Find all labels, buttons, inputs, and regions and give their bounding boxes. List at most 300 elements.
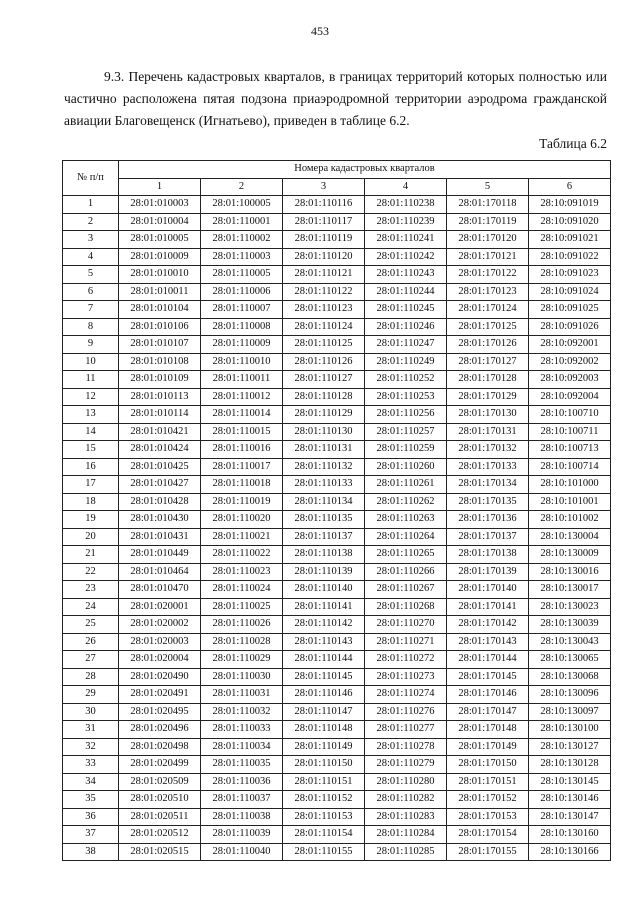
cadastral-number-cell: 28:10:130147 [529, 808, 611, 826]
cadastral-number-cell: 28:01:010011 [119, 283, 201, 301]
table-body [63, 196, 611, 861]
cadastral-number-cell: 28:01:170149 [447, 738, 529, 756]
cadastral-number-cell: 28:01:110037 [201, 791, 283, 809]
cadastral-number-cell: 28:01:110244 [365, 283, 447, 301]
cadastral-number-cell: 28:01:110152 [283, 791, 365, 809]
row-number-header: № п/п [63, 161, 119, 196]
cadastral-number-cell: 28:01:110266 [365, 563, 447, 581]
row-number-cell: 15 [63, 441, 119, 459]
row-number-cell: 8 [63, 318, 119, 336]
cadastral-number-cell: 28:10:091020 [529, 213, 611, 231]
cadastral-number-cell: 28:01:110276 [365, 703, 447, 721]
cadastral-number-cell: 28:10:130065 [529, 651, 611, 669]
cadastral-number-cell: 28:10:130145 [529, 773, 611, 791]
cadastral-number-cell: 28:01:110280 [365, 773, 447, 791]
cadastral-number-cell: 28:01:170144 [447, 651, 529, 669]
cadastral-number-cell: 28:01:110146 [283, 686, 365, 704]
row-number-cell: 13 [63, 406, 119, 424]
column-number-header: 1 [119, 178, 201, 196]
cadastral-number-cell: 28:01:010010 [119, 266, 201, 284]
cadastral-number-cell: 28:10:100713 [529, 441, 611, 459]
row-number-cell: 7 [63, 301, 119, 319]
cadastral-number-cell: 28:10:130016 [529, 563, 611, 581]
cadastral-number-cell: 28:01:110018 [201, 476, 283, 494]
cadastral-number-cell: 28:01:020495 [119, 703, 201, 721]
cadastral-number-cell: 28:01:020511 [119, 808, 201, 826]
cadastral-number-cell: 28:01:170119 [447, 213, 529, 231]
cadastral-number-cell: 28:01:110137 [283, 528, 365, 546]
cadastral-number-cell: 28:01:170137 [447, 528, 529, 546]
row-number-cell: 6 [63, 283, 119, 301]
cadastral-number-cell: 28:01:110123 [283, 301, 365, 319]
cadastral-number-cell: 28:01:010470 [119, 581, 201, 599]
cadastral-number-cell: 28:01:110238 [365, 196, 447, 214]
cadastral-number-cell: 28:01:020510 [119, 791, 201, 809]
cadastral-number-cell: 28:01:010009 [119, 248, 201, 266]
table-row [63, 616, 611, 634]
cadastral-number-cell: 28:01:110016 [201, 441, 283, 459]
row-number-cell: 29 [63, 686, 119, 704]
cadastral-number-cell: 28:01:110020 [201, 511, 283, 529]
row-number-cell: 22 [63, 563, 119, 581]
cadastral-number-cell: 28:01:010113 [119, 388, 201, 406]
cadastral-number-cell: 28:01:110129 [283, 406, 365, 424]
row-number-cell: 2 [63, 213, 119, 231]
cadastral-number-cell: 28:01:110032 [201, 703, 283, 721]
cadastral-number-cell: 28:01:010427 [119, 476, 201, 494]
cadastral-number-cell: 28:01:110001 [201, 213, 283, 231]
cadastral-number-cell: 28:01:170132 [447, 441, 529, 459]
cadastral-number-cell: 28:01:110124 [283, 318, 365, 336]
table-row [63, 633, 611, 651]
cadastral-number-cell: 28:01:020509 [119, 773, 201, 791]
table-row [63, 598, 611, 616]
cadastral-number-cell: 28:01:110274 [365, 686, 447, 704]
cadastral-number-cell: 28:01:110262 [365, 493, 447, 511]
row-number-cell: 16 [63, 458, 119, 476]
cadastral-number-cell: 28:01:110268 [365, 598, 447, 616]
cadastral-number-cell: 28:10:091023 [529, 266, 611, 284]
row-number-cell: 25 [63, 616, 119, 634]
cadastral-number-cell: 28:01:010109 [119, 371, 201, 389]
table-row [63, 791, 611, 809]
table-row [63, 528, 611, 546]
cadastral-number-cell: 28:01:110241 [365, 231, 447, 249]
cadastral-number-cell: 28:01:020004 [119, 651, 201, 669]
cadastral-number-cell: 28:01:110252 [365, 371, 447, 389]
cadastral-number-cell: 28:01:110253 [365, 388, 447, 406]
cadastral-number-cell: 28:01:020498 [119, 738, 201, 756]
cadastral-number-cell: 28:10:091024 [529, 283, 611, 301]
row-number-cell: 35 [63, 791, 119, 809]
cadastral-number-cell: 28:01:110267 [365, 581, 447, 599]
row-number-cell: 18 [63, 493, 119, 511]
cadastral-number-cell: 28:01:110127 [283, 371, 365, 389]
cadastral-number-cell: 28:01:170139 [447, 563, 529, 581]
cadastral-number-cell: 28:01:110120 [283, 248, 365, 266]
table-row [63, 406, 611, 424]
table-row [63, 266, 611, 284]
cadastral-number-cell: 28:10:091019 [529, 196, 611, 214]
table-row [63, 196, 611, 214]
cadastral-number-cell: 28:01:110130 [283, 423, 365, 441]
cadastral-number-cell: 28:01:110145 [283, 668, 365, 686]
cadastral-number-cell: 28:01:110257 [365, 423, 447, 441]
table-row [63, 808, 611, 826]
table-row [63, 773, 611, 791]
cadastral-number-cell: 28:01:110011 [201, 371, 283, 389]
cadastral-number-cell: 28:01:110259 [365, 441, 447, 459]
cadastral-number-cell: 28:01:110155 [283, 843, 365, 861]
cadastral-number-cell: 28:01:110279 [365, 756, 447, 774]
cadastral-number-cell: 28:01:110005 [201, 266, 283, 284]
cadastral-number-cell: 28:01:020499 [119, 756, 201, 774]
cadastral-number-cell: 28:01:010106 [119, 318, 201, 336]
cadastral-number-cell: 28:01:170131 [447, 423, 529, 441]
cadastral-numbers-header: Номера кадастровых кварталов [119, 161, 611, 179]
cadastral-number-cell: 28:01:170155 [447, 843, 529, 861]
cadastral-number-cell: 28:01:110132 [283, 458, 365, 476]
cadastral-number-cell: 28:01:110122 [283, 283, 365, 301]
cadastral-number-cell: 28:01:170146 [447, 686, 529, 704]
cadastral-number-cell: 28:10:130100 [529, 721, 611, 739]
table-row [63, 371, 611, 389]
column-number-header: 6 [529, 178, 611, 196]
cadastral-number-cell: 28:01:110134 [283, 493, 365, 511]
column-number-row [63, 178, 611, 196]
cadastral-number-cell: 28:01:110242 [365, 248, 447, 266]
row-number-cell: 36 [63, 808, 119, 826]
table-row [63, 493, 611, 511]
cadastral-number-cell: 28:01:110023 [201, 563, 283, 581]
cadastral-number-cell: 28:01:110007 [201, 301, 283, 319]
row-number-cell: 14 [63, 423, 119, 441]
cadastral-number-cell: 28:01:110119 [283, 231, 365, 249]
table-row [63, 721, 611, 739]
row-number-cell: 37 [63, 826, 119, 844]
column-number-header: 2 [201, 178, 283, 196]
row-number-cell: 32 [63, 738, 119, 756]
cadastral-number-cell: 28:01:010108 [119, 353, 201, 371]
cadastral-number-cell: 28:01:170153 [447, 808, 529, 826]
table-caption: Таблица 6.2 [539, 136, 607, 151]
cadastral-number-cell: 28:01:110153 [283, 808, 365, 826]
row-number-cell: 4 [63, 248, 119, 266]
cadastral-number-cell: 28:01:110009 [201, 336, 283, 354]
table-row [63, 213, 611, 231]
cadastral-number-cell: 28:01:110019 [201, 493, 283, 511]
table-row [63, 336, 611, 354]
cadastral-number-cell: 28:01:110284 [365, 826, 447, 844]
cadastral-number-cell: 28:10:092004 [529, 388, 611, 406]
cadastral-number-cell: 28:01:110116 [283, 196, 365, 214]
table-row [63, 388, 611, 406]
cadastral-number-cell: 28:01:110006 [201, 283, 283, 301]
cadastral-number-cell: 28:01:170141 [447, 598, 529, 616]
cadastral-number-cell: 28:01:110030 [201, 668, 283, 686]
cadastral-number-cell: 28:10:101000 [529, 476, 611, 494]
cadastral-number-cell: 28:01:170145 [447, 668, 529, 686]
table-row [63, 248, 611, 266]
cadastral-number-cell: 28:01:110151 [283, 773, 365, 791]
cadastral-number-cell: 28:01:110142 [283, 616, 365, 634]
cadastral-number-cell: 28:01:170140 [447, 581, 529, 599]
cadastral-number-cell: 28:01:110117 [283, 213, 365, 231]
row-number-cell: 3 [63, 231, 119, 249]
cadastral-number-cell: 28:10:130096 [529, 686, 611, 704]
cadastral-number-cell: 28:01:170147 [447, 703, 529, 721]
cadastral-number-cell: 28:01:010421 [119, 423, 201, 441]
cadastral-number-cell: 28:01:110143 [283, 633, 365, 651]
column-number-header: 4 [365, 178, 447, 196]
table-row [63, 703, 611, 721]
cadastral-number-cell: 28:01:110263 [365, 511, 447, 529]
cadastral-number-cell: 28:01:110015 [201, 423, 283, 441]
cadastral-number-cell: 28:01:170154 [447, 826, 529, 844]
cadastral-number-cell: 28:01:020515 [119, 843, 201, 861]
table-row [63, 686, 611, 704]
cadastral-number-cell: 28:01:110036 [201, 773, 283, 791]
cadastral-number-cell: 28:01:010431 [119, 528, 201, 546]
cadastral-number-cell: 28:01:170130 [447, 406, 529, 424]
row-number-cell: 34 [63, 773, 119, 791]
cadastral-number-cell: 28:01:110024 [201, 581, 283, 599]
cadastral-number-cell: 28:01:170124 [447, 301, 529, 319]
cadastral-number-cell: 28:10:130166 [529, 843, 611, 861]
cadastral-number-cell: 28:01:110249 [365, 353, 447, 371]
cadastral-number-cell: 28:01:020003 [119, 633, 201, 651]
cadastral-number-cell: 28:01:170127 [447, 353, 529, 371]
cadastral-number-cell: 28:01:110010 [201, 353, 283, 371]
cadastral-number-cell: 28:01:110246 [365, 318, 447, 336]
cadastral-number-cell: 28:01:170151 [447, 773, 529, 791]
cadastral-number-cell: 28:01:020001 [119, 598, 201, 616]
cadastral-number-cell: 28:01:010107 [119, 336, 201, 354]
cadastral-number-cell: 28:01:110154 [283, 826, 365, 844]
cadastral-number-cell: 28:01:020512 [119, 826, 201, 844]
cadastral-number-cell: 28:01:110282 [365, 791, 447, 809]
table-header-row [63, 161, 611, 179]
cadastral-number-cell: 28:01:110126 [283, 353, 365, 371]
cadastral-number-cell: 28:01:170136 [447, 511, 529, 529]
cadastral-number-cell: 28:10:130068 [529, 668, 611, 686]
cadastral-number-cell: 28:10:130004 [529, 528, 611, 546]
row-number-cell: 23 [63, 581, 119, 599]
cadastral-number-cell: 28:01:010104 [119, 301, 201, 319]
cadastral-number-cell: 28:01:110022 [201, 546, 283, 564]
row-number-cell: 12 [63, 388, 119, 406]
row-number-cell: 33 [63, 756, 119, 774]
cadastral-number-cell: 28:01:020496 [119, 721, 201, 739]
row-number-cell: 26 [63, 633, 119, 651]
cadastral-number-cell: 28:10:100710 [529, 406, 611, 424]
cadastral-number-cell: 28:01:010004 [119, 213, 201, 231]
cadastral-number-cell: 28:01:110017 [201, 458, 283, 476]
cadastral-number-cell: 28:01:110025 [201, 598, 283, 616]
cadastral-number-cell: 28:01:110125 [283, 336, 365, 354]
cadastral-number-cell: 28:01:170122 [447, 266, 529, 284]
page-number: 453 [311, 24, 329, 38]
cadastral-number-cell: 28:01:110012 [201, 388, 283, 406]
cadastral-number-cell: 28:01:110239 [365, 213, 447, 231]
cadastral-number-cell: 28:10:130160 [529, 826, 611, 844]
cadastral-number-cell: 28:01:170129 [447, 388, 529, 406]
row-number-cell: 19 [63, 511, 119, 529]
cadastral-number-cell: 28:01:010425 [119, 458, 201, 476]
cadastral-number-cell: 28:01:020491 [119, 686, 201, 704]
cadastral-number-cell: 28:01:110261 [365, 476, 447, 494]
row-number-cell: 31 [63, 721, 119, 739]
cadastral-number-cell: 28:01:110028 [201, 633, 283, 651]
cadastral-number-cell: 28:01:010428 [119, 493, 201, 511]
table-row [63, 423, 611, 441]
cadastral-number-cell: 28:10:092003 [529, 371, 611, 389]
row-number-cell: 21 [63, 546, 119, 564]
cadastral-number-cell: 28:01:110141 [283, 598, 365, 616]
cadastral-number-cell: 28:10:130023 [529, 598, 611, 616]
cadastral-number-cell: 28:01:170118 [447, 196, 529, 214]
cadastral-number-cell: 28:01:170125 [447, 318, 529, 336]
cadastral-number-cell: 28:01:170123 [447, 283, 529, 301]
cadastral-number-cell: 28:01:110138 [283, 546, 365, 564]
cadastral-number-cell: 28:01:110273 [365, 668, 447, 686]
cadastral-number-cell: 28:01:010005 [119, 231, 201, 249]
cadastral-number-cell: 28:10:100714 [529, 458, 611, 476]
table-row [63, 511, 611, 529]
row-number-cell: 30 [63, 703, 119, 721]
cadastral-number-cell: 28:10:091026 [529, 318, 611, 336]
row-number-cell: 1 [63, 196, 119, 214]
cadastral-number-cell: 28:01:170150 [447, 756, 529, 774]
cadastral-number-cell: 28:10:130127 [529, 738, 611, 756]
section-paragraph: 9.3. Перечень кадастровых кварталов, в границах территорий которых полностью или частично расположена пятая подзона приаэродромной территории аэродрома гражданской авиации Благовещенск (Игнатьево), приведен в таблице 6.2. [64, 69, 607, 128]
table-row [63, 318, 611, 336]
cadastral-number-cell: 28:01:110040 [201, 843, 283, 861]
table-row [63, 843, 611, 861]
table-row [63, 756, 611, 774]
cadastral-number-cell: 28:10:130146 [529, 791, 611, 809]
cadastral-number-cell: 28:01:110256 [365, 406, 447, 424]
table-row [63, 301, 611, 319]
cadastral-number-cell: 28:01:110008 [201, 318, 283, 336]
cadastral-number-cell: 28:01:110014 [201, 406, 283, 424]
row-number-cell: 5 [63, 266, 119, 284]
cadastral-number-cell: 28:10:091025 [529, 301, 611, 319]
cadastral-number-cell: 28:01:110277 [365, 721, 447, 739]
cadastral-number-cell: 28:01:110271 [365, 633, 447, 651]
table-row [63, 581, 611, 599]
cadastral-number-cell: 28:10:091021 [529, 231, 611, 249]
cadastral-number-cell: 28:01:110002 [201, 231, 283, 249]
table-row [63, 283, 611, 301]
cadastral-number-cell: 28:01:170120 [447, 231, 529, 249]
table-row [63, 668, 611, 686]
row-number-cell: 9 [63, 336, 119, 354]
cadastral-number-cell: 28:01:170134 [447, 476, 529, 494]
cadastral-number-cell: 28:01:110021 [201, 528, 283, 546]
cadastral-number-cell: 28:01:010424 [119, 441, 201, 459]
cadastral-number-cell: 28:01:110243 [365, 266, 447, 284]
cadastral-number-cell: 28:01:170135 [447, 493, 529, 511]
column-number-header: 3 [283, 178, 365, 196]
cadastral-number-cell: 28:01:110034 [201, 738, 283, 756]
cadastral-number-cell: 28:01:110133 [283, 476, 365, 494]
table-row [63, 476, 611, 494]
cadastral-number-cell: 28:01:170143 [447, 633, 529, 651]
cadastral-number-cell: 28:01:110139 [283, 563, 365, 581]
row-number-cell: 10 [63, 353, 119, 371]
cadastral-number-cell: 28:01:100005 [201, 196, 283, 214]
cadastral-number-cell: 28:01:110150 [283, 756, 365, 774]
cadastral-number-cell: 28:01:110131 [283, 441, 365, 459]
cadastral-number-cell: 28:01:110148 [283, 721, 365, 739]
cadastral-number-cell: 28:01:170128 [447, 371, 529, 389]
cadastral-number-cell: 28:01:010003 [119, 196, 201, 214]
cadastral-number-cell: 28:01:110260 [365, 458, 447, 476]
cadastral-number-cell: 28:01:110147 [283, 703, 365, 721]
cadastral-number-cell: 28:10:101002 [529, 511, 611, 529]
cadastral-number-cell: 28:01:010114 [119, 406, 201, 424]
cadastral-number-cell: 28:01:170121 [447, 248, 529, 266]
table-row [63, 563, 611, 581]
cadastral-number-cell: 28:01:110031 [201, 686, 283, 704]
row-number-cell: 20 [63, 528, 119, 546]
cadastral-number-cell: 28:01:110121 [283, 266, 365, 284]
cadastral-number-cell: 28:01:010464 [119, 563, 201, 581]
cadastral-number-cell: 28:01:110270 [365, 616, 447, 634]
table-row [63, 353, 611, 371]
cadastral-number-cell: 28:01:110135 [283, 511, 365, 529]
cadastral-number-cell: 28:01:110035 [201, 756, 283, 774]
cadastral-number-cell: 28:01:110265 [365, 546, 447, 564]
cadastral-number-cell: 28:01:110247 [365, 336, 447, 354]
cadastral-number-cell: 28:10:091022 [529, 248, 611, 266]
cadastral-number-cell: 28:01:110144 [283, 651, 365, 669]
row-number-cell: 11 [63, 371, 119, 389]
cadastral-number-cell: 28:01:170142 [447, 616, 529, 634]
table-row [63, 458, 611, 476]
cadastral-number-cell: 28:01:110033 [201, 721, 283, 739]
row-number-cell: 28 [63, 668, 119, 686]
table-row [63, 826, 611, 844]
table-row [63, 546, 611, 564]
cadastral-number-cell: 28:10:100711 [529, 423, 611, 441]
cadastral-number-cell: 28:01:010430 [119, 511, 201, 529]
cadastral-number-cell: 28:01:110026 [201, 616, 283, 634]
cadastral-number-cell: 28:01:110264 [365, 528, 447, 546]
cadastral-number-cell: 28:01:110128 [283, 388, 365, 406]
cadastral-number-cell: 28:10:092001 [529, 336, 611, 354]
cadastral-number-cell: 28:10:130039 [529, 616, 611, 634]
cadastral-number-cell: 28:10:130043 [529, 633, 611, 651]
cadastral-number-cell: 28:01:170152 [447, 791, 529, 809]
cadastral-number-cell: 28:01:110149 [283, 738, 365, 756]
cadastral-number-cell: 28:01:020002 [119, 616, 201, 634]
cadastral-number-cell: 28:10:130128 [529, 756, 611, 774]
cadastral-number-cell: 28:01:020490 [119, 668, 201, 686]
cadastral-number-cell: 28:01:170138 [447, 546, 529, 564]
cadastral-number-cell: 28:10:130097 [529, 703, 611, 721]
table-row [63, 231, 611, 249]
cadastral-number-cell: 28:01:110272 [365, 651, 447, 669]
cadastral-number-cell: 28:10:101001 [529, 493, 611, 511]
table-row [63, 651, 611, 669]
cadastral-number-cell: 28:01:010449 [119, 546, 201, 564]
cadastral-number-cell: 28:01:110003 [201, 248, 283, 266]
cadastral-number-cell: 28:01:110038 [201, 808, 283, 826]
cadastral-number-cell: 28:10:092002 [529, 353, 611, 371]
cadastral-number-cell: 28:01:110245 [365, 301, 447, 319]
